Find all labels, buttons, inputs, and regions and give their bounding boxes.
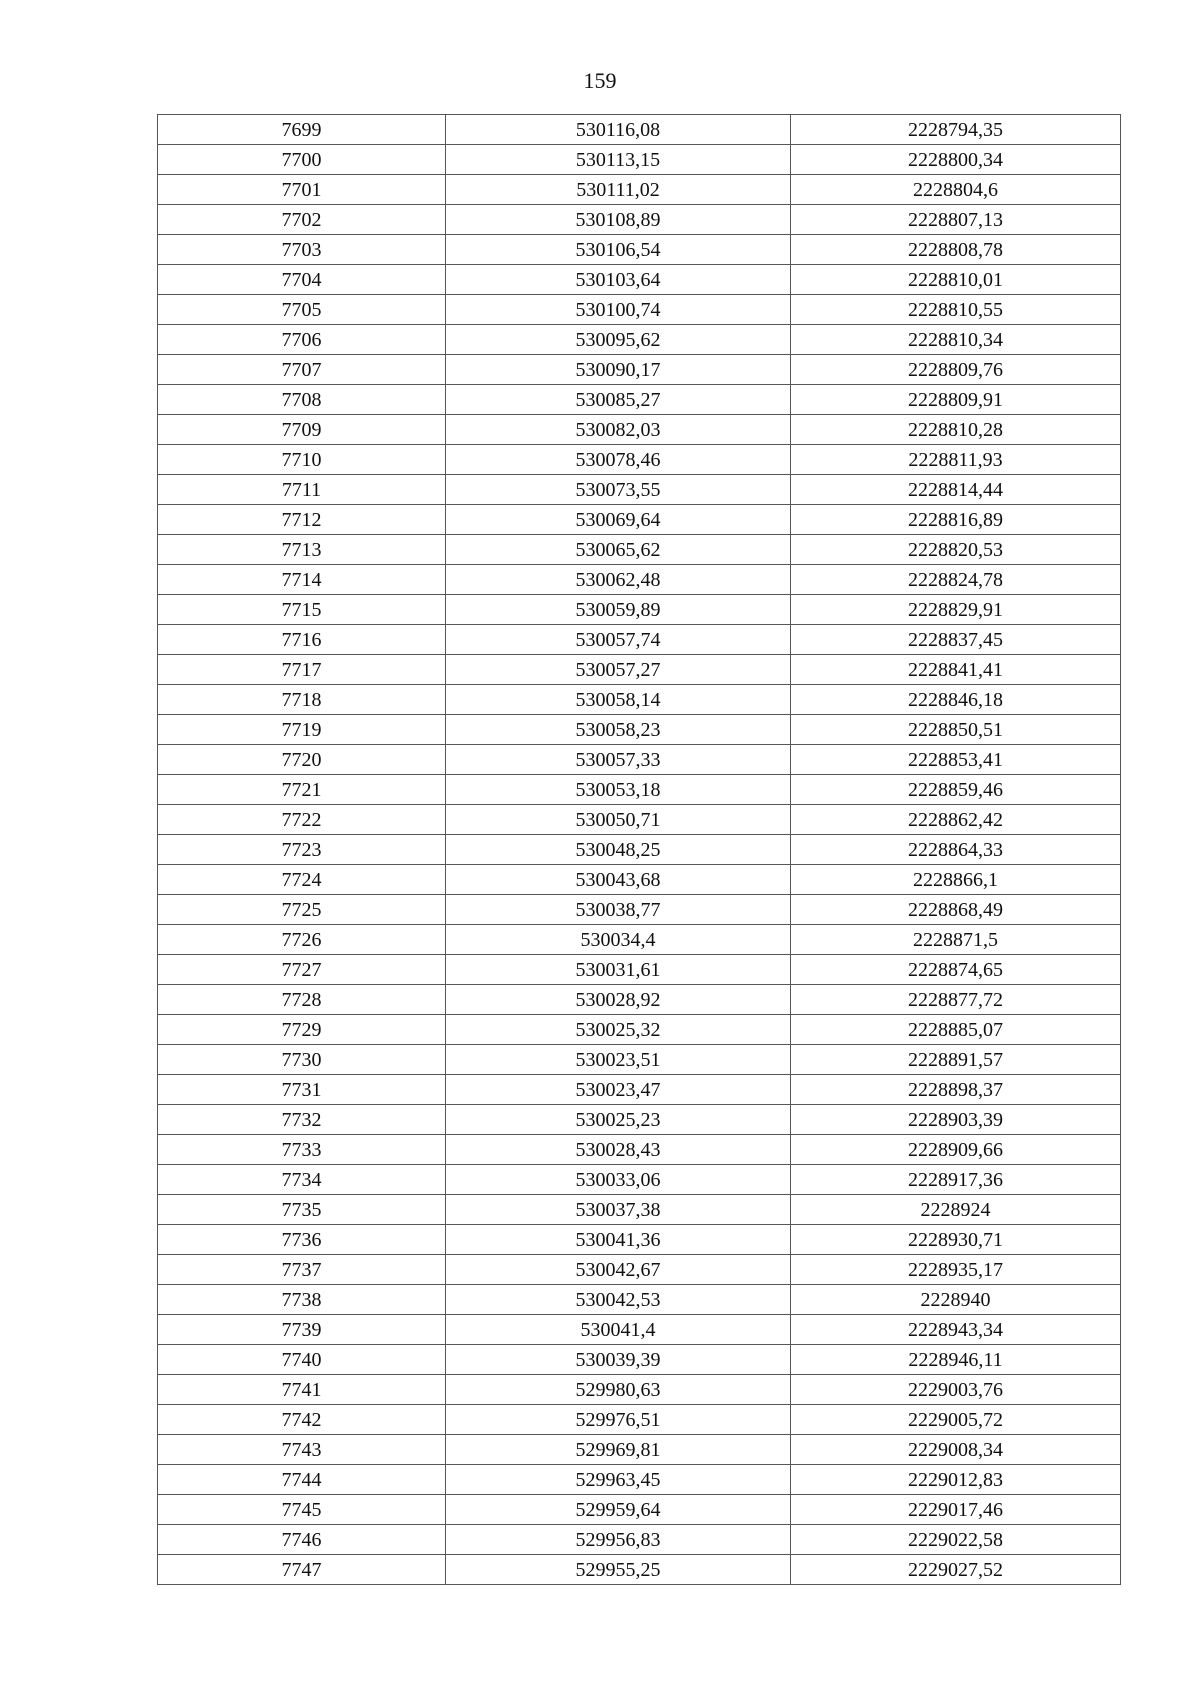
- x-coordinate-cell: 530039,39: [446, 1345, 791, 1375]
- table-row: [158, 1075, 1121, 1105]
- x-coordinate-cell: 530058,23: [446, 715, 791, 745]
- x-coordinate-cell: 530023,47: [446, 1075, 791, 1105]
- point-number-cell: 7708: [158, 385, 446, 415]
- point-number-cell: 7713: [158, 535, 446, 565]
- x-coordinate-cell: 530057,33: [446, 745, 791, 775]
- table-row: [158, 895, 1121, 925]
- y-coordinate-cell: 2228871,5: [791, 925, 1121, 955]
- table-row: [158, 805, 1121, 835]
- y-coordinate-cell: 2229008,34: [791, 1435, 1121, 1465]
- point-number-cell: 7745: [158, 1495, 446, 1525]
- table-row: [158, 835, 1121, 865]
- y-coordinate-cell: 2228804,6: [791, 175, 1121, 205]
- point-number-cell: 7733: [158, 1135, 446, 1165]
- page-number: 159: [583, 68, 617, 93]
- x-coordinate-cell: 530059,89: [446, 595, 791, 625]
- point-number-cell: 7731: [158, 1075, 446, 1105]
- y-coordinate-cell: 2228794,35: [791, 115, 1121, 145]
- x-coordinate-cell: 530085,27: [446, 385, 791, 415]
- point-number-cell: 7743: [158, 1435, 446, 1465]
- x-coordinate-cell: 530041,36: [446, 1225, 791, 1255]
- y-coordinate-cell: 2228809,91: [791, 385, 1121, 415]
- point-number-cell: 7741: [158, 1375, 446, 1405]
- x-coordinate-cell: 530116,08: [446, 115, 791, 145]
- point-number-cell: 7724: [158, 865, 446, 895]
- table-row: [158, 1555, 1121, 1585]
- x-coordinate-cell: 530034,4: [446, 925, 791, 955]
- x-coordinate-cell: 530073,55: [446, 475, 791, 505]
- table-row: [158, 955, 1121, 985]
- table-row: [158, 985, 1121, 1015]
- y-coordinate-cell: 2228811,93: [791, 445, 1121, 475]
- y-coordinate-cell: 2228891,57: [791, 1045, 1121, 1075]
- point-number-cell: 7737: [158, 1255, 446, 1285]
- x-coordinate-cell: 530038,77: [446, 895, 791, 925]
- x-coordinate-cell: 529980,63: [446, 1375, 791, 1405]
- point-number-cell: 7728: [158, 985, 446, 1015]
- x-coordinate-cell: 530033,06: [446, 1165, 791, 1195]
- y-coordinate-cell: 2228917,36: [791, 1165, 1121, 1195]
- x-coordinate-cell: 530043,68: [446, 865, 791, 895]
- x-coordinate-cell: 529955,25: [446, 1555, 791, 1585]
- table-row: [158, 145, 1121, 175]
- table-row: [158, 1225, 1121, 1255]
- y-coordinate-cell: 2228808,78: [791, 235, 1121, 265]
- y-coordinate-cell: 2228837,45: [791, 625, 1121, 655]
- y-coordinate-cell: 2228810,28: [791, 415, 1121, 445]
- y-coordinate-cell: 2228930,71: [791, 1225, 1121, 1255]
- y-coordinate-cell: 2228809,76: [791, 355, 1121, 385]
- point-number-cell: 7715: [158, 595, 446, 625]
- point-number-cell: 7706: [158, 325, 446, 355]
- y-coordinate-cell: 2228850,51: [791, 715, 1121, 745]
- table-row: [158, 1435, 1121, 1465]
- x-coordinate-cell: 530031,61: [446, 955, 791, 985]
- table-row: [158, 505, 1121, 535]
- y-coordinate-cell: 2228841,41: [791, 655, 1121, 685]
- point-number-cell: 7710: [158, 445, 446, 475]
- y-coordinate-cell: 2228853,41: [791, 745, 1121, 775]
- point-number-cell: 7719: [158, 715, 446, 745]
- y-coordinate-cell: 2229005,72: [791, 1405, 1121, 1435]
- x-coordinate-cell: 529963,45: [446, 1465, 791, 1495]
- point-number-cell: 7716: [158, 625, 446, 655]
- y-coordinate-cell: 2228810,55: [791, 295, 1121, 325]
- x-coordinate-cell: 530113,15: [446, 145, 791, 175]
- table-row: [158, 595, 1121, 625]
- table-row: [158, 1525, 1121, 1555]
- table-row: [158, 1165, 1121, 1195]
- x-coordinate-cell: 530042,67: [446, 1255, 791, 1285]
- coordinates-table-body: [158, 115, 1121, 1585]
- point-number-cell: 7723: [158, 835, 446, 865]
- table-row: [158, 775, 1121, 805]
- table-row: [158, 655, 1121, 685]
- y-coordinate-cell: 2229012,83: [791, 1465, 1121, 1495]
- table-row: [158, 1405, 1121, 1435]
- x-coordinate-cell: 530025,23: [446, 1105, 791, 1135]
- x-coordinate-cell: 530065,62: [446, 535, 791, 565]
- table-row: [158, 1255, 1121, 1285]
- table-row: [158, 445, 1121, 475]
- point-number-cell: 7702: [158, 205, 446, 235]
- x-coordinate-cell: 530037,38: [446, 1195, 791, 1225]
- point-number-cell: 7730: [158, 1045, 446, 1075]
- y-coordinate-cell: 2228877,72: [791, 985, 1121, 1015]
- x-coordinate-cell: 530082,03: [446, 415, 791, 445]
- table-row: [158, 625, 1121, 655]
- y-coordinate-cell: 2228903,39: [791, 1105, 1121, 1135]
- x-coordinate-cell: 530025,32: [446, 1015, 791, 1045]
- point-number-cell: 7739: [158, 1315, 446, 1345]
- table-row: [158, 1375, 1121, 1405]
- table-row: [158, 1345, 1121, 1375]
- table-row: [158, 1015, 1121, 1045]
- y-coordinate-cell: 2228820,53: [791, 535, 1121, 565]
- y-coordinate-cell: 2228810,01: [791, 265, 1121, 295]
- x-coordinate-cell: 530090,17: [446, 355, 791, 385]
- y-coordinate-cell: 2228814,44: [791, 475, 1121, 505]
- x-coordinate-cell: 530106,54: [446, 235, 791, 265]
- y-coordinate-cell: 2228807,13: [791, 205, 1121, 235]
- table-row: [158, 115, 1121, 145]
- table-row: [158, 745, 1121, 775]
- point-number-cell: 7718: [158, 685, 446, 715]
- y-coordinate-cell: 2228800,34: [791, 145, 1121, 175]
- point-number-cell: 7727: [158, 955, 446, 985]
- table-row: [158, 1135, 1121, 1165]
- table-row: [158, 1495, 1121, 1525]
- point-number-cell: 7720: [158, 745, 446, 775]
- x-coordinate-cell: 530058,14: [446, 685, 791, 715]
- y-coordinate-cell: 2229003,76: [791, 1375, 1121, 1405]
- y-coordinate-cell: 2228859,46: [791, 775, 1121, 805]
- x-coordinate-cell: 530078,46: [446, 445, 791, 475]
- coordinates-table: [157, 114, 1121, 1585]
- table-row: [158, 295, 1121, 325]
- x-coordinate-cell: 530042,53: [446, 1285, 791, 1315]
- table-row: [158, 865, 1121, 895]
- y-coordinate-cell: 2229017,46: [791, 1495, 1121, 1525]
- point-number-cell: 7742: [158, 1405, 446, 1435]
- table-row: [158, 1105, 1121, 1135]
- point-number-cell: 7707: [158, 355, 446, 385]
- point-number-cell: 7717: [158, 655, 446, 685]
- y-coordinate-cell: 2228862,42: [791, 805, 1121, 835]
- y-coordinate-cell: 2228885,07: [791, 1015, 1121, 1045]
- y-coordinate-cell: 2228810,34: [791, 325, 1121, 355]
- point-number-cell: 7700: [158, 145, 446, 175]
- y-coordinate-cell: 2229027,52: [791, 1555, 1121, 1585]
- table-row: [158, 355, 1121, 385]
- x-coordinate-cell: 530023,51: [446, 1045, 791, 1075]
- table-row: [158, 1195, 1121, 1225]
- y-coordinate-cell: 2228824,78: [791, 565, 1121, 595]
- y-coordinate-cell: 2228940: [791, 1285, 1121, 1315]
- y-coordinate-cell: 2228874,65: [791, 955, 1121, 985]
- x-coordinate-cell: 530050,71: [446, 805, 791, 835]
- y-coordinate-cell: 2228816,89: [791, 505, 1121, 535]
- point-number-cell: 7703: [158, 235, 446, 265]
- point-number-cell: 7704: [158, 265, 446, 295]
- x-coordinate-cell: 530057,74: [446, 625, 791, 655]
- table-row: [158, 715, 1121, 745]
- x-coordinate-cell: 530028,43: [446, 1135, 791, 1165]
- x-coordinate-cell: 529956,83: [446, 1525, 791, 1555]
- table-row: [158, 235, 1121, 265]
- table-row: [158, 265, 1121, 295]
- y-coordinate-cell: 2228935,17: [791, 1255, 1121, 1285]
- y-coordinate-cell: 2228898,37: [791, 1075, 1121, 1105]
- x-coordinate-cell: 530111,02: [446, 175, 791, 205]
- point-number-cell: 7726: [158, 925, 446, 955]
- point-number-cell: 7701: [158, 175, 446, 205]
- y-coordinate-cell: 2228868,49: [791, 895, 1121, 925]
- y-coordinate-cell: 2228829,91: [791, 595, 1121, 625]
- table-row: [158, 1285, 1121, 1315]
- point-number-cell: 7747: [158, 1555, 446, 1585]
- x-coordinate-cell: 529969,81: [446, 1435, 791, 1465]
- point-number-cell: 7738: [158, 1285, 446, 1315]
- x-coordinate-cell: 530108,89: [446, 205, 791, 235]
- y-coordinate-cell: 2228909,66: [791, 1135, 1121, 1165]
- table-row: [158, 685, 1121, 715]
- y-coordinate-cell: 2229022,58: [791, 1525, 1121, 1555]
- point-number-cell: 7709: [158, 415, 446, 445]
- table-row: [158, 1045, 1121, 1075]
- table-row: [158, 535, 1121, 565]
- table-row: [158, 205, 1121, 235]
- point-number-cell: 7740: [158, 1345, 446, 1375]
- table-row: [158, 415, 1121, 445]
- table-row: [158, 325, 1121, 355]
- table-row: [158, 565, 1121, 595]
- x-coordinate-cell: 530041,4: [446, 1315, 791, 1345]
- table-row: [158, 1465, 1121, 1495]
- y-coordinate-cell: 2228943,34: [791, 1315, 1121, 1345]
- point-number-cell: 7712: [158, 505, 446, 535]
- x-coordinate-cell: 530103,64: [446, 265, 791, 295]
- y-coordinate-cell: 2228946,11: [791, 1345, 1121, 1375]
- x-coordinate-cell: 530100,74: [446, 295, 791, 325]
- x-coordinate-cell: 530028,92: [446, 985, 791, 1015]
- point-number-cell: 7699: [158, 115, 446, 145]
- table-row: [158, 175, 1121, 205]
- point-number-cell: 7722: [158, 805, 446, 835]
- table-row: [158, 385, 1121, 415]
- x-coordinate-cell: 530053,18: [446, 775, 791, 805]
- point-number-cell: 7736: [158, 1225, 446, 1255]
- point-number-cell: 7711: [158, 475, 446, 505]
- table-row: [158, 925, 1121, 955]
- y-coordinate-cell: 2228924: [791, 1195, 1121, 1225]
- point-number-cell: 7732: [158, 1105, 446, 1135]
- table-row: [158, 1315, 1121, 1345]
- point-number-cell: 7746: [158, 1525, 446, 1555]
- y-coordinate-cell: 2228846,18: [791, 685, 1121, 715]
- point-number-cell: 7705: [158, 295, 446, 325]
- x-coordinate-cell: 530048,25: [446, 835, 791, 865]
- x-coordinate-cell: 529976,51: [446, 1405, 791, 1435]
- table-row: [158, 475, 1121, 505]
- point-number-cell: 7735: [158, 1195, 446, 1225]
- x-coordinate-cell: 530057,27: [446, 655, 791, 685]
- point-number-cell: 7714: [158, 565, 446, 595]
- x-coordinate-cell: 529959,64: [446, 1495, 791, 1525]
- point-number-cell: 7725: [158, 895, 446, 925]
- x-coordinate-cell: 530069,64: [446, 505, 791, 535]
- y-coordinate-cell: 2228866,1: [791, 865, 1121, 895]
- point-number-cell: 7729: [158, 1015, 446, 1045]
- x-coordinate-cell: 530095,62: [446, 325, 791, 355]
- x-coordinate-cell: 530062,48: [446, 565, 791, 595]
- point-number-cell: 7744: [158, 1465, 446, 1495]
- point-number-cell: 7734: [158, 1165, 446, 1195]
- y-coordinate-cell: 2228864,33: [791, 835, 1121, 865]
- point-number-cell: 7721: [158, 775, 446, 805]
